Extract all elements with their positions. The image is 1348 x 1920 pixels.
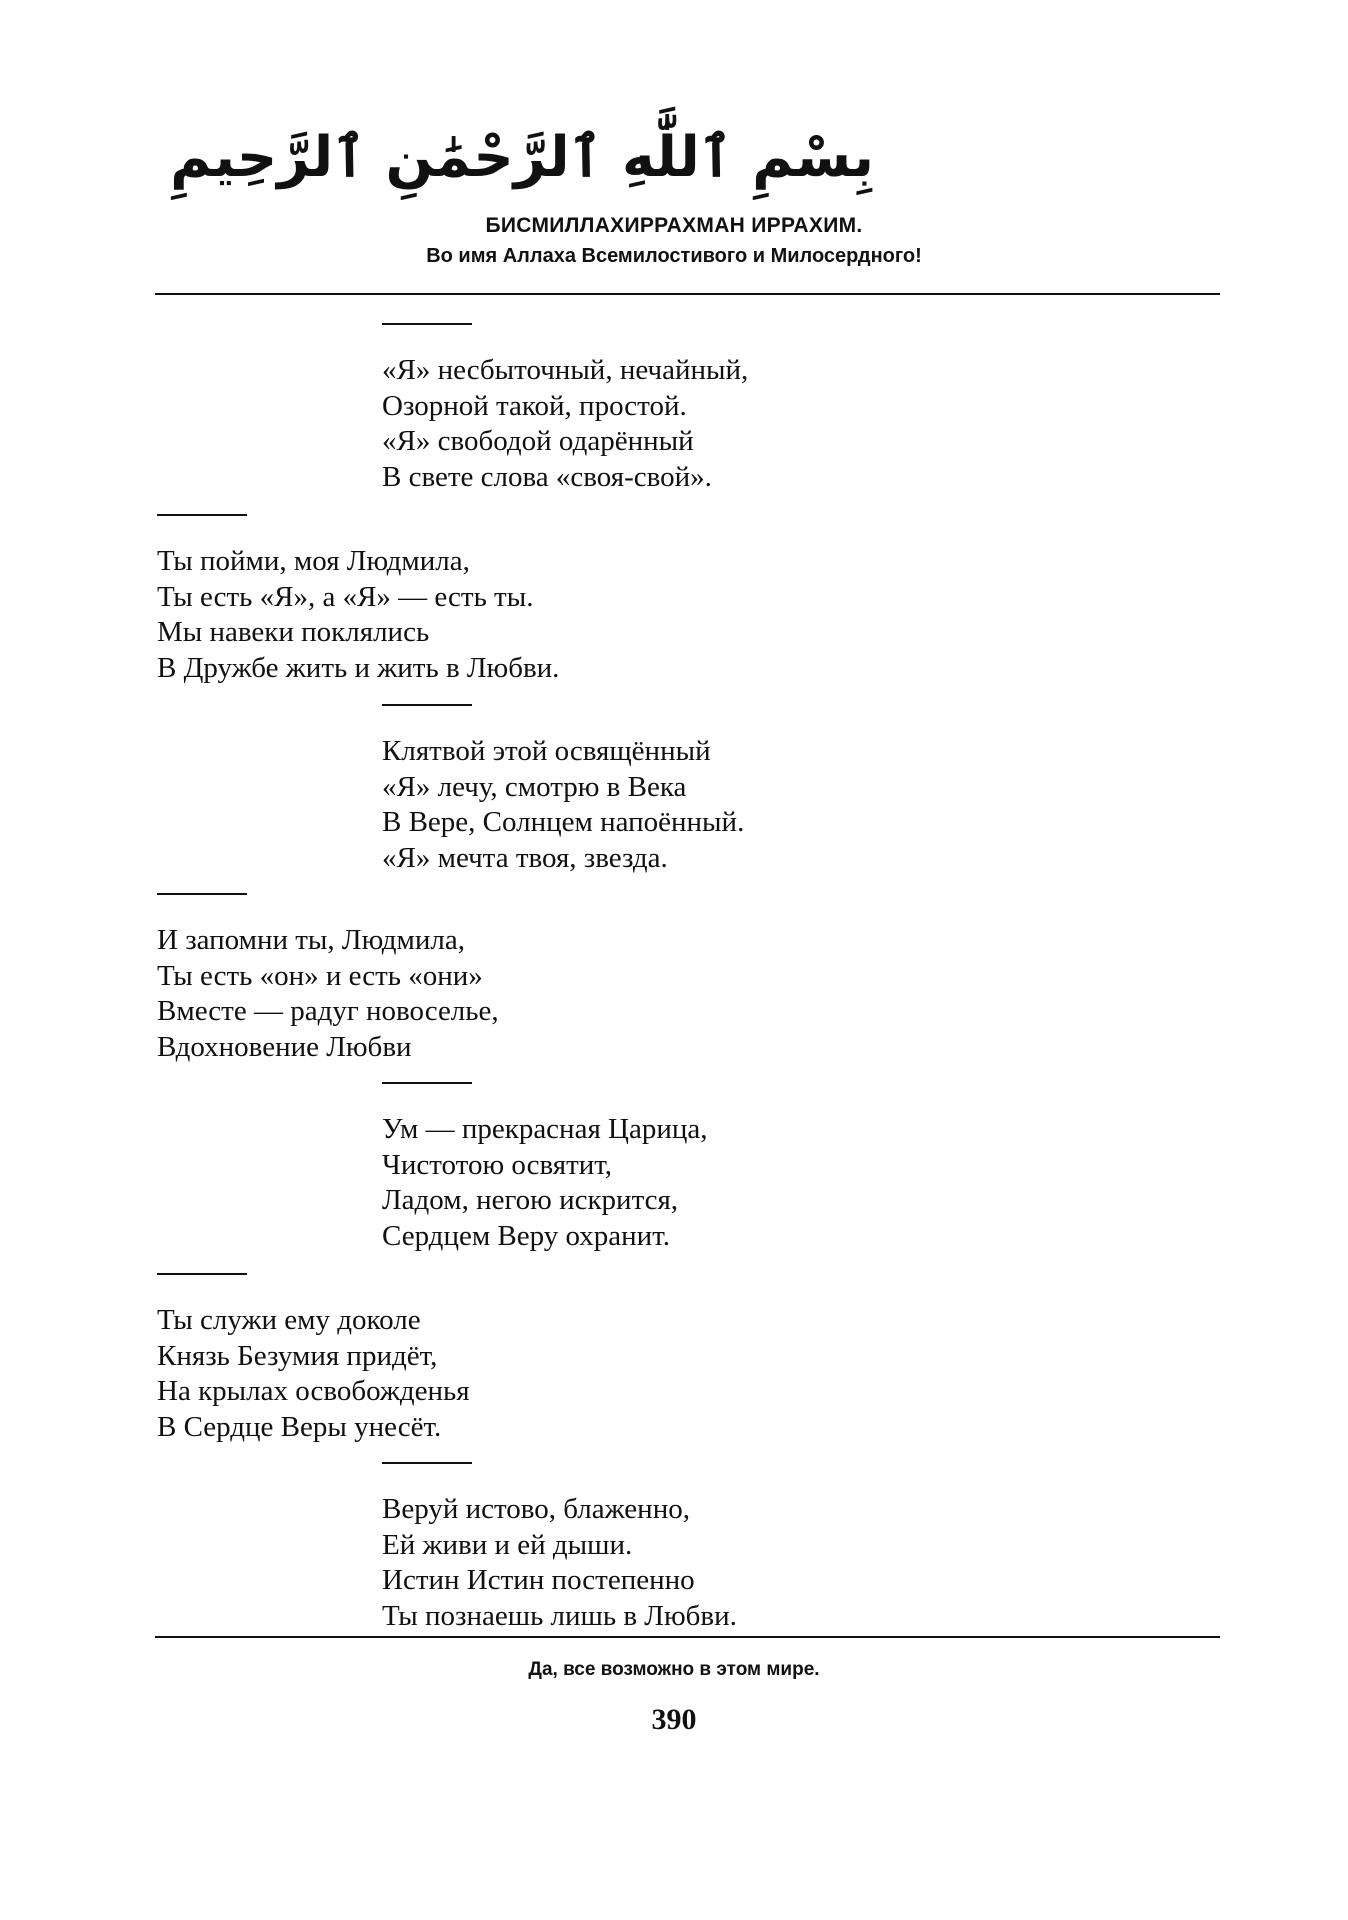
verse-line: «Я» лечу, смотрю в Века (382, 770, 687, 803)
bismillah-calligraphy: بِسْمِ ٱللَّٰهِ ٱلرَّحْمَٰنِ ٱلرَّحِيمِ (170, 125, 874, 190)
page-header-title: БИСМИЛЛАХИРРАХМАН ИРРАХИМ. (485, 214, 863, 237)
verse-line: Сердцем Веру охранит. (382, 1219, 670, 1252)
stanza-separator (382, 1462, 472, 1464)
footer-divider (155, 1636, 1220, 1638)
stanza-separator (157, 514, 247, 516)
stanza-separator (382, 704, 472, 706)
verse-line: В Вере, Солнцем напоённый. (382, 806, 745, 838)
footer-caption: Да, все возможно в этом мире. (528, 1659, 820, 1680)
verse-line: Озорной такой, простой. (382, 389, 687, 422)
verse-line: Чистотою освятит, (382, 1148, 613, 1181)
header-divider (155, 293, 1220, 295)
verse-line: Князь Безумия придёт, (157, 1339, 438, 1372)
verse-line: В Сердце Веры унесёт. (157, 1410, 442, 1443)
verse-line: Вместе — радуг новоселье, (157, 995, 499, 1027)
verse-line: Истин Истин постепенно (382, 1564, 695, 1596)
stanza-separator (157, 1273, 247, 1275)
verse-line: Ей живи и ей дыши. (382, 1528, 633, 1561)
verse-line: Ты есть «Я», а «Я» — есть ты. (157, 580, 534, 613)
verse-line: «Я» несбыточный, нечайный, (382, 354, 749, 386)
verse-line: Клятвой этой освящённый (382, 735, 711, 767)
stanza-separator (157, 893, 247, 895)
stanza-separator (382, 1082, 472, 1084)
stanza-5 (382, 1082, 708, 1254)
stanza-2 (157, 514, 559, 686)
verse-line: Ты пойми, моя Людмила, (157, 545, 470, 577)
verse-line: Ум — прекрасная Царица, (382, 1113, 708, 1145)
stanza-4 (157, 893, 499, 1065)
stanza-6 (157, 1273, 470, 1445)
verse-line: Вдохновение Любви (157, 1030, 412, 1063)
verse-line: И запомни ты, Людмила, (157, 924, 465, 956)
page-header-subtitle: Во имя Аллаха Всемилостивого и Милосердного! (426, 245, 922, 267)
verse-line: Ладом, негою искрится, (382, 1184, 679, 1216)
verse-line: «Я» свободой одарённый (382, 425, 694, 457)
verse-line: В Дружбе жить и жить в Любви. (157, 651, 560, 684)
verse-line: На крылах освобожденья (157, 1375, 470, 1407)
stanza-7 (382, 1462, 737, 1634)
verse-line: Ты есть «он» и есть «они» (157, 959, 483, 992)
stanza-3 (382, 704, 744, 876)
verse-line: «Я» мечта твоя, звезда. (382, 841, 668, 874)
verse-line: Веруй истово, блаженно, (382, 1493, 690, 1525)
verse-line: Мы навеки поклялись (157, 616, 430, 648)
stanza-1 (382, 323, 748, 495)
verse-line: Ты служи ему доколе (157, 1304, 421, 1336)
page-number: 390 (651, 1703, 697, 1736)
verse-line: В свете слова «своя-свой». (382, 460, 712, 493)
verse-line: Ты познаешь лишь в Любви. (382, 1599, 737, 1632)
stanza-separator (382, 323, 472, 325)
